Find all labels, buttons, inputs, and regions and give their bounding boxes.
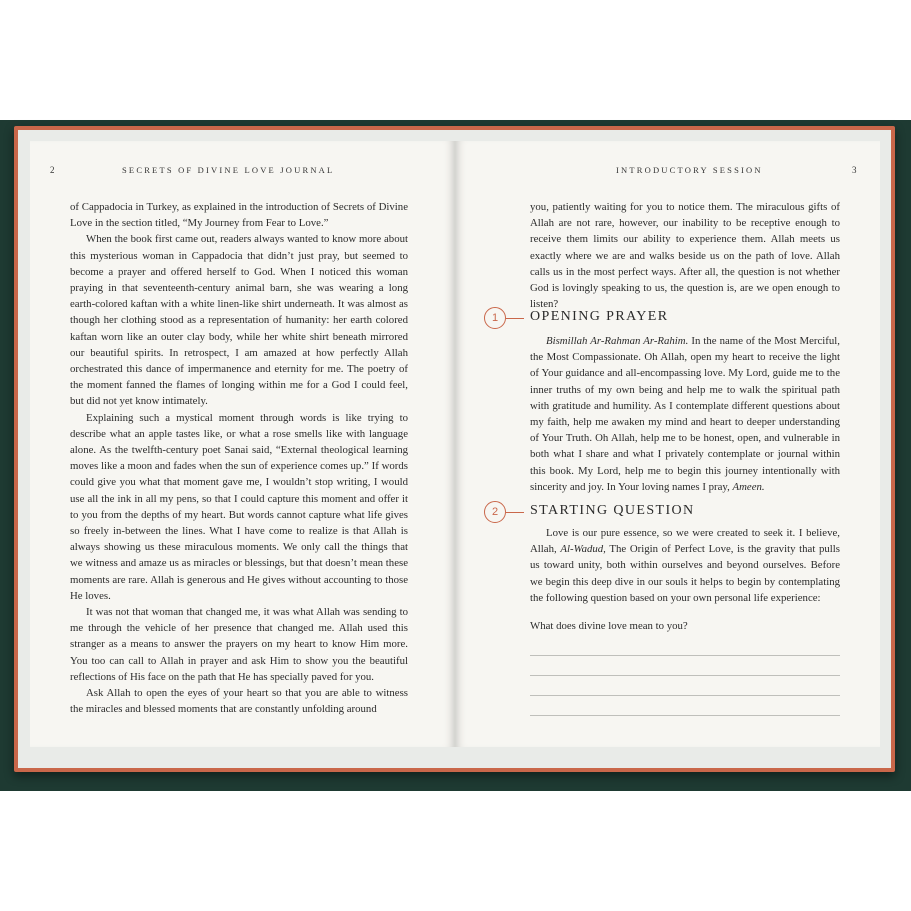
paragraph: Explaining such a mystical moment through words is like trying to describe what an apple tastes like, or what a rose smells like with language alone. As the twelfth-century poet Sanai said, “External theological learning moves like a moon and fades when the sun of experience comes up.” If words could give you what that moment gave me, I wouldn’t stop writing, I would use all the ink in all my pens, so that I could capture this moment and offer it to you from the depths of my heart. But words cannot capture what life gives so freely in-between the lines. What I have come to realize is that Allah is always showing us these miraculous moments. We only call the things that we witness and amaze us as miracles or blessings, but that doesn’t mean these moments are rare. Allah is generous and He gives without accounting to those He loves.: [70, 411, 408, 602]
question-text-block: [530, 618, 840, 634]
question-body-a: Love is our pure essence, so we were created to seek it. I believe, Allah,: [530, 527, 840, 556]
left-page: [30, 141, 454, 747]
section-number-badge: 1: [484, 307, 506, 329]
running-head: INTRODUCTORY SESSION: [616, 165, 763, 175]
paragraph: It was not that woman that changed me, it was what Allah was sending to me through the vehicle of her presence that changed me. Allah used this stranger as a means to answer the prayers on my heart to know Him more. You too can call to Allah in prayer and ask Him to show you the beautiful reflections of His face on the path that He has specially paved for you.: [70, 606, 408, 683]
italic-name: Al-Wadud,: [560, 543, 606, 556]
italic-tail: Ameen.: [732, 480, 765, 493]
intro-text: [530, 199, 840, 312]
section-starting-question: [484, 501, 864, 523]
page-number: 2: [50, 165, 55, 175]
prayer-body: In the name of the Most Merciful, the Most Compassionate. Oh Allah, open my heart to receive the light of Your guidance and all-encompassing love. My Lord, guide me to the inner truths of my own being and help me to walk the spiritual path with gratitude and humility. As I contemplate different questions about my faith, help me awaken my mind and heart to deeper understanding of Your Truth. Oh Allah, help me to be honest, open, and vulnerable in both what I share and what I privately contemplate or journal within this book. My Lord, help me to begin this journey intentionally with sincerity and joy. In Your loving names I pray,: [530, 335, 840, 493]
body-text: [70, 199, 408, 718]
section-number-badge: 2: [484, 501, 506, 523]
writing-line: [530, 715, 840, 716]
section-opening-prayer: [484, 307, 864, 329]
paragraph: of Cappadocia in Turkey, as explained in the introduction of Secrets of Divine Love in the section titled, “My Journey from Fear to Love.”: [70, 201, 408, 230]
paragraph: When the book first came out, readers always wanted to know more about this mysterious woman in Cappadocia that didn’t just pray, but seemed to become a prayer and offered herself to God. When I noticed this woman praying in that seventeenth-century animal barn, she was wearing a long earth-colored kaftan with a white linen-like shirt underneath. It was almost as though her clothing stood as a representation of humanity: her earth colored kaftan worn like an outer clay body, while her white shirt beneath mirrored our beautiful spirits. In retrospect, I am amazed at how perfectly Allah orchestrated this dance of impermanence and eternity for me. The poetry of the moment fanned the flames of longing within me for a God I could feel, but did not yet know intimately.: [70, 233, 408, 408]
question-intro-text: [530, 525, 840, 606]
writing-line: [530, 695, 840, 696]
right-page: [456, 141, 880, 747]
question-body-b: The Origin of Perfect Love, is the gravity that pulls us toward unity, both within ourselves and beyond ourselves. Before we begin this deep dive in our souls it helps to begin by contemplating the following question based on your own personal life experience:: [530, 543, 841, 604]
section-title: OPENING PRAYER: [530, 309, 669, 324]
section-title: STARTING QUESTION: [530, 503, 695, 518]
writing-line: [530, 655, 840, 656]
journal-question: What does divine love mean to you?: [530, 620, 688, 632]
prayer-text: [530, 333, 840, 495]
page-number: 3: [852, 165, 857, 175]
running-head: SECRETS OF DIVINE LOVE JOURNAL: [122, 165, 335, 175]
writing-line: [530, 675, 840, 676]
section-dash: [506, 318, 524, 319]
section-dash: [506, 512, 524, 513]
italic-lead: Bismillah Ar-Rahman Ar-Rahim.: [546, 335, 689, 347]
paragraph: you, patiently waiting for you to notice them. The miraculous gifts of Allah are not rare, however, our inability to be receptive enough to receive them limits our ability to experience them. Allah meets us exactly where we are and walks beside us on the path of love. Allah calls us in the most perfect ways. After all, the question is not whether God is lovingly speaking to us, the question is, are we open enough to listen?: [530, 201, 840, 311]
paragraph: Ask Allah to open the eyes of your heart so that you are able to witness the miracles and blessed moments that are constantly unfolding around: [70, 687, 408, 716]
